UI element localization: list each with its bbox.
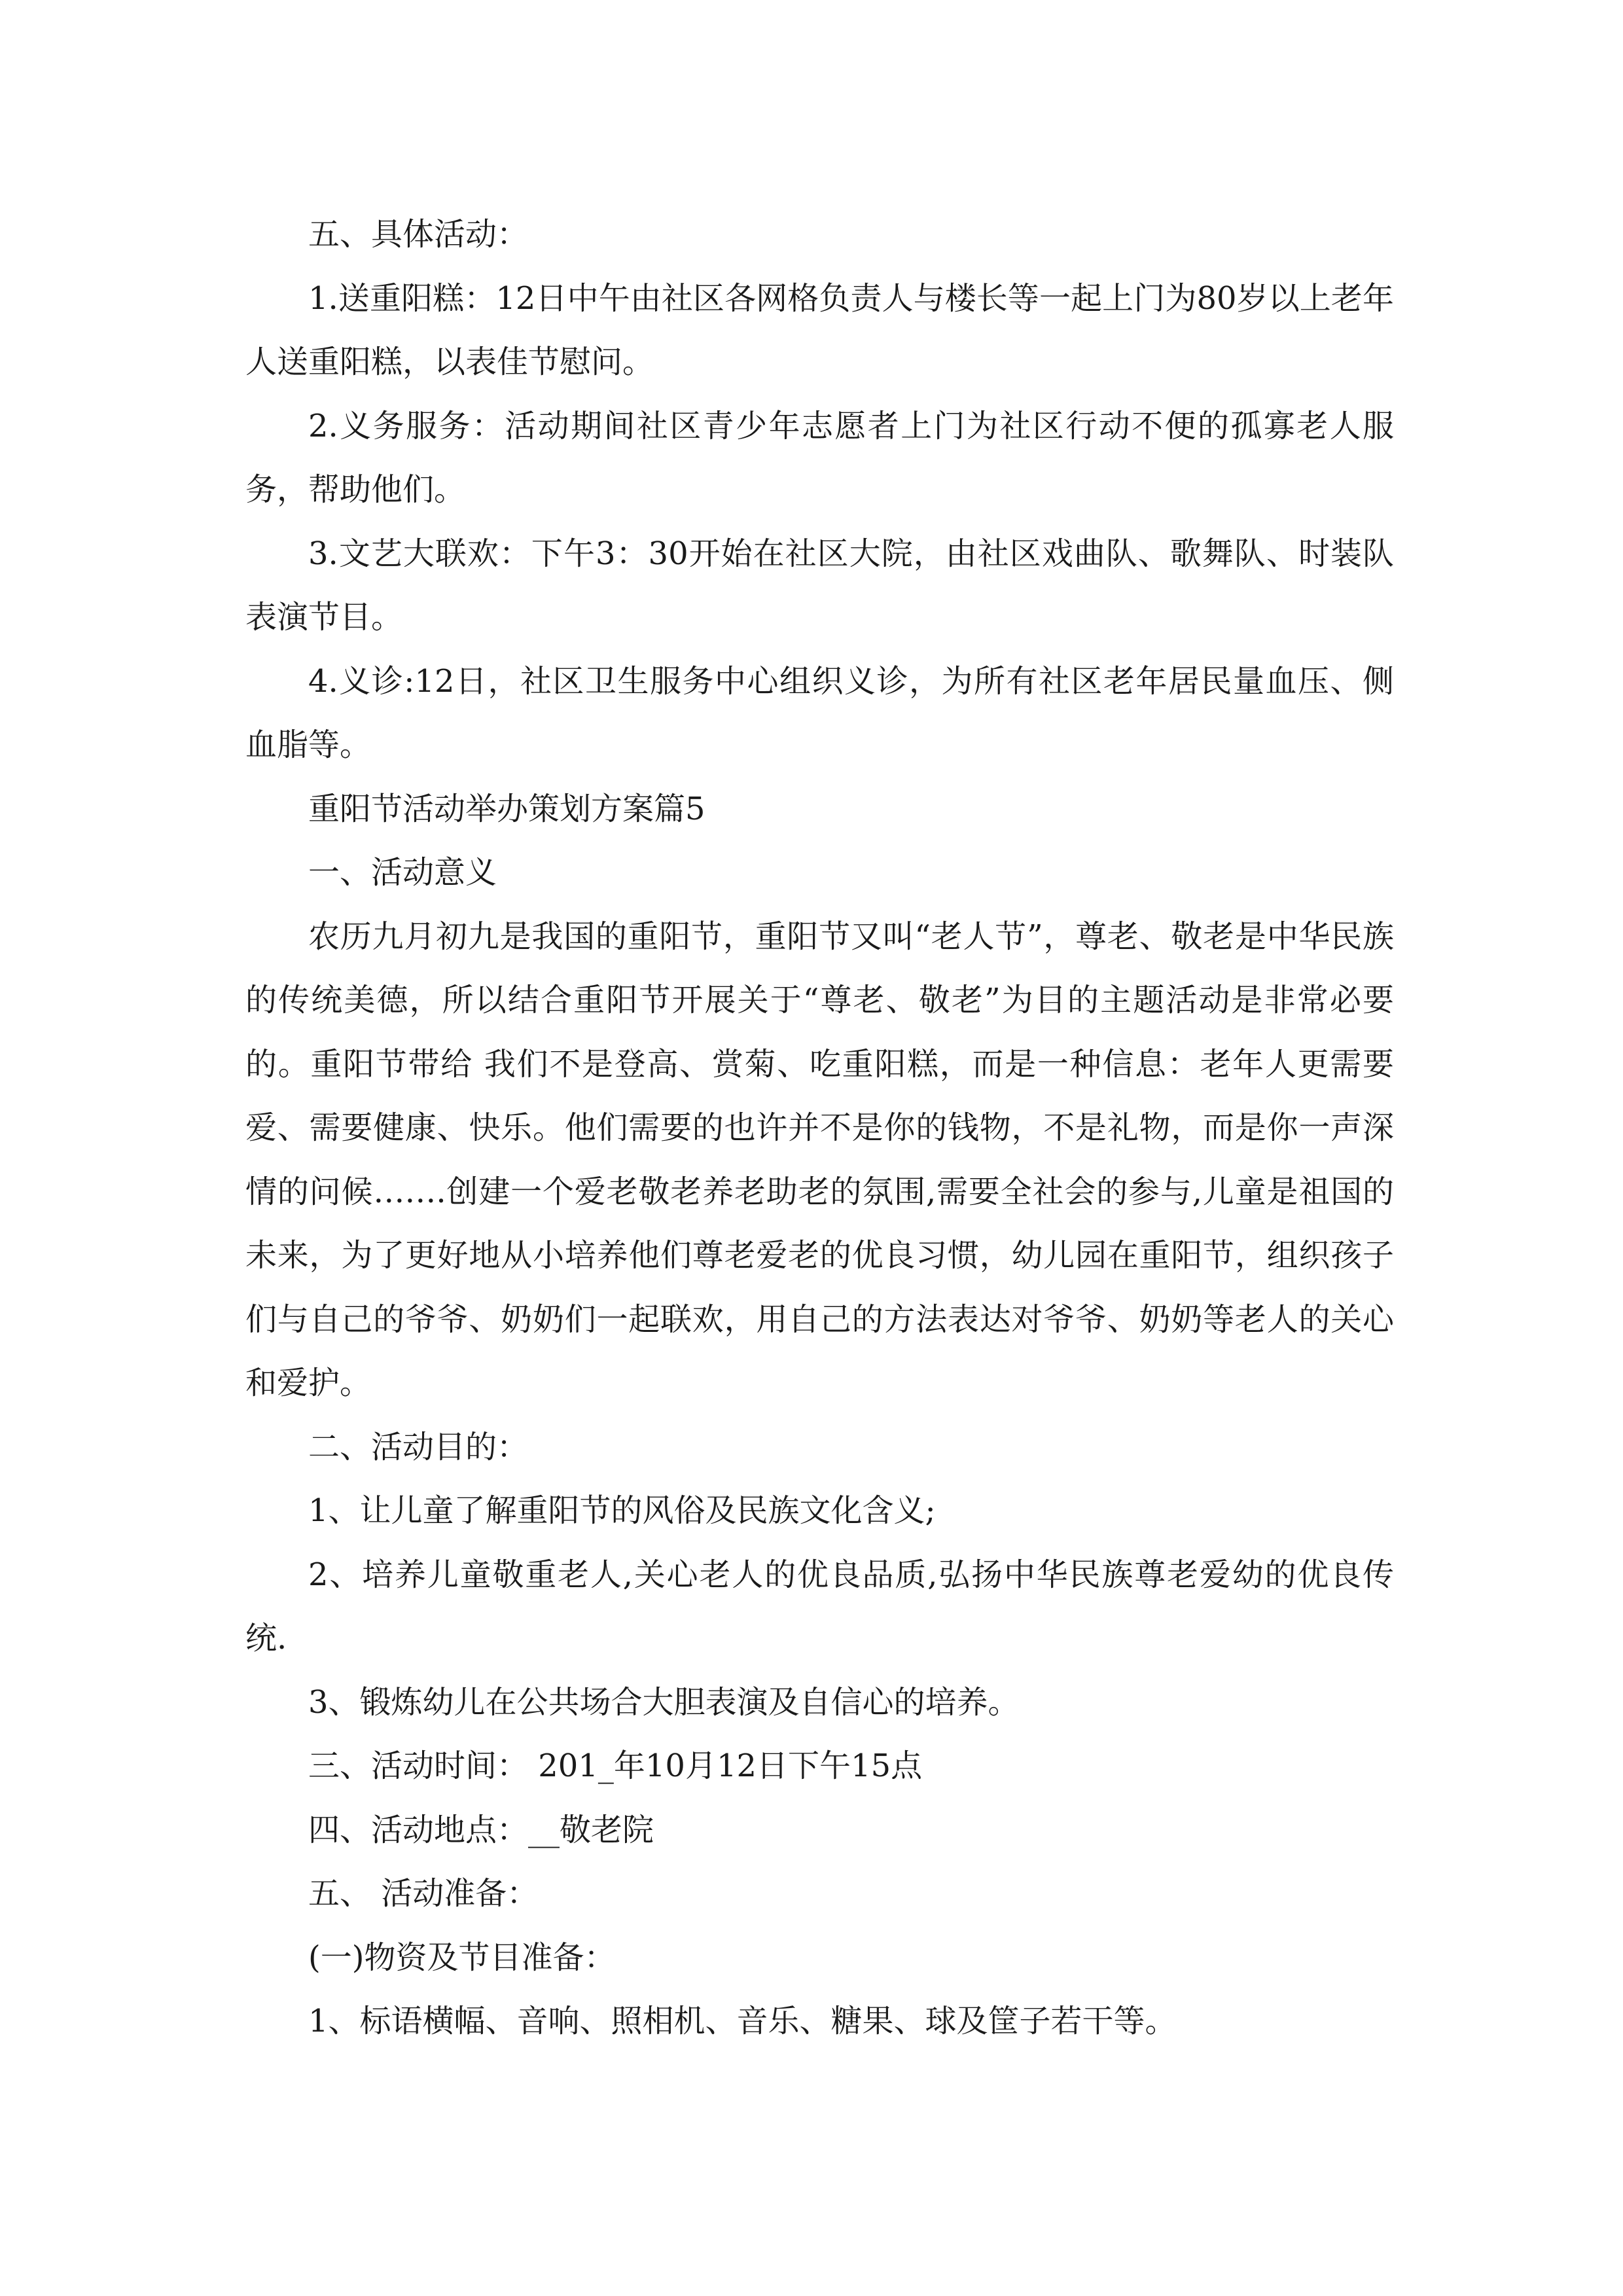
purpose-item-3: 3、锻炼幼儿在公共场合大胆表演及自信心的培养。 bbox=[308, 1683, 1020, 1721]
activity-item-2: 2.义务服务：活动期间社区青少年志愿者上门为社区行动不便的孤寡老人服务，帮助他们。 bbox=[245, 407, 1394, 508]
subsection-materials: (一)物资及节目准备： bbox=[308, 1939, 616, 1976]
document-body bbox=[245, 203, 1394, 2054]
section-heading-preparation: 五、 活动准备： bbox=[308, 1875, 539, 1912]
plan-title: 重阳节活动举办策划方案篇5 bbox=[308, 790, 705, 827]
activity-item-3: 3.文艺大联欢：下午3：30开始在社区大院，由社区戏曲队、歌舞队、时装队表演节目。 bbox=[245, 535, 1394, 636]
significance-paragraph: 农历九月初九是我国的重阳节，重阳节又叫“老人节”，尊老、敬老是中华民族的传统美德，所以结合重阳节开展关于“尊老、敬老”为目的主题活动是非常必要的。重阳节带给 我们不是登高、赏菊、吃重阳糕，而是一种信息：老年人更需要爱、需要健康、快乐。他们需要的也许并不是你的钱物，不是礼物，而是你一声深情的问候…….创建一个爱老敬老养老助老的氛围,需要全社会的参与,儿童是祖国的未来，为了更好地从小培养他们尊老爱老的优良习惯，幼儿园在重阳节，组织孩子们与自己的爷爷、奶奶们一起联欢，用自己的方法表达对爷爷、奶奶等老人的关心和爱护。 bbox=[245, 918, 1394, 1401]
activity-item-1: 1.送重阳糕：12日中午由社区各网格负责人与楼长等一起上门为80岁以上老年人送重阳糕，以表佳节慰问。 bbox=[245, 279, 1394, 380]
purpose-item-2: 2、培养儿童敬重老人,关心老人的优良品质,弘扬中华民族尊老爱幼的优良传统. bbox=[245, 1556, 1394, 1657]
section-heading-location: 四、活动地点：__敬老院 bbox=[308, 1811, 654, 1848]
activity-item-4: 4.义诊:12日，社区卫生服务中心组织义诊，为所有社区老年居民量血压、侧血脂等。 bbox=[245, 662, 1394, 763]
section-heading-significance: 一、活动意义 bbox=[308, 854, 497, 891]
section-heading-time: 三、活动时间： 201_年10月12日下午15点 bbox=[308, 1748, 923, 1784]
section-heading-specific-activities: 五、具体活动： bbox=[308, 216, 529, 253]
section-heading-purpose: 二、活动目的： bbox=[308, 1428, 529, 1465]
materials-item-1: 1、标语横幅、音响、照相机、音乐、糖果、球及筐子若干等。 bbox=[308, 2003, 1177, 2039]
purpose-item-1: 1、让儿童了解重阳节的风俗及民族文化含义; bbox=[308, 1492, 936, 1529]
